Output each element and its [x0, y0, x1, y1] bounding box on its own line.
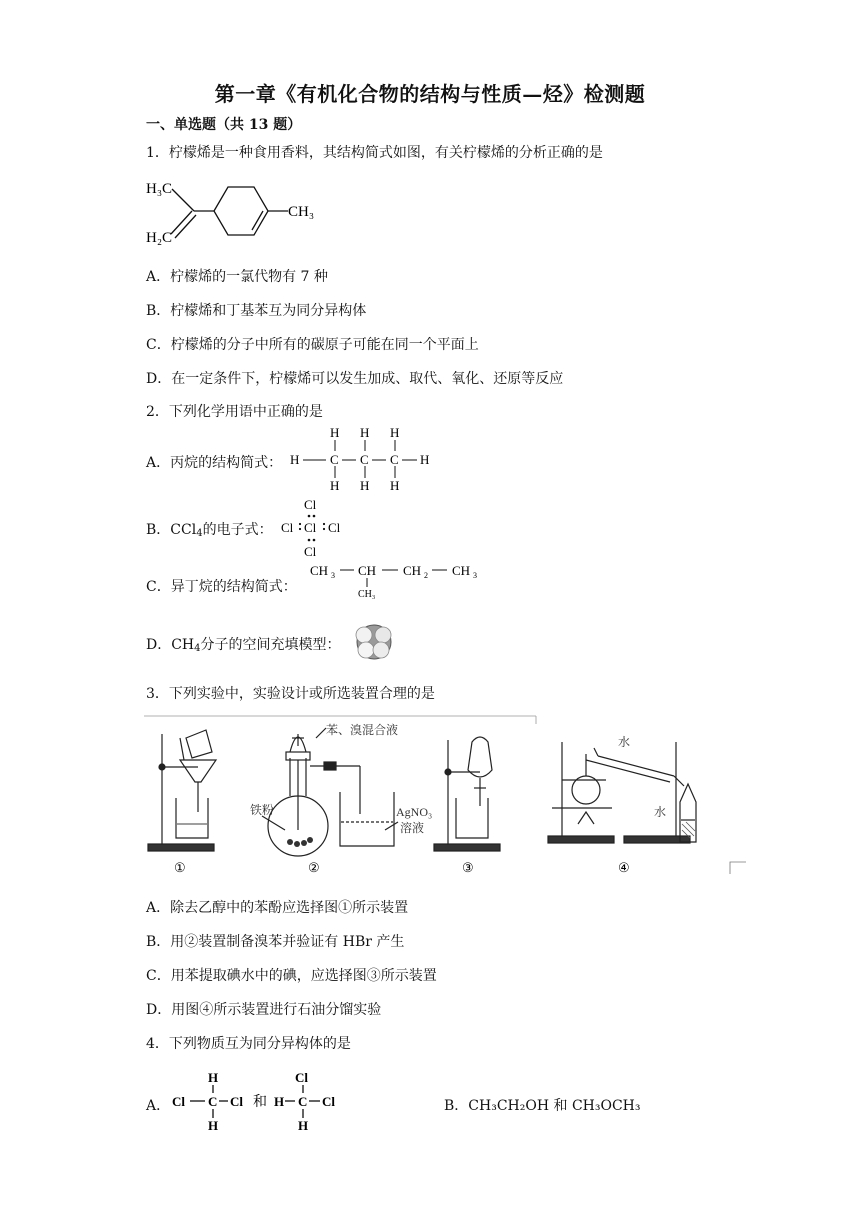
q3-apparatus-figure	[140, 712, 760, 880]
limonene-ch3-label: H₃C	[146, 181, 173, 197]
label-iron-powder: 铁粉	[250, 803, 275, 817]
svg-text:Cl: Cl	[230, 1094, 243, 1109]
propane-h: H	[390, 426, 400, 440]
figure-label-4: ④	[618, 860, 630, 875]
page-title: 第一章《有机化合物的结构与性质—烃》检测题	[214, 82, 646, 106]
svg-text:H: H	[274, 1094, 285, 1109]
svg-text:3: 3	[473, 571, 477, 580]
propane-h: H	[290, 452, 300, 467]
figure-label-2: ②	[308, 860, 320, 875]
limonene-structure	[140, 172, 340, 250]
propane-h: H	[330, 426, 340, 440]
apparatus-4-distillation	[548, 742, 696, 843]
q3-stem: 3．下列实验中，实验设计或所选装置合理的是	[146, 686, 435, 702]
q3-option-b: B．用②装置制备溴苯并验证有 HBr 产生	[146, 934, 405, 950]
svg-text:H: H	[208, 1070, 219, 1085]
svg-text:Cl: Cl	[295, 1070, 308, 1085]
propane-structure	[288, 426, 438, 492]
dichloromethane-structures	[170, 1066, 350, 1138]
q3-option-a: A．除去乙醇中的苯酚应选择图①所示装置	[146, 900, 409, 916]
isobutane-ch: CH	[452, 563, 471, 578]
q1-option-d: D．在一定条件下，柠檬烯可以发生加成、取代、氧化、还原等反应	[146, 371, 564, 387]
isobutane-ch: CH	[403, 563, 422, 578]
q3-option-d: D．用图④所示装置进行石油分馏实验	[146, 1002, 382, 1018]
propane-h: H	[330, 478, 340, 492]
q2-option-b-label: B．CCl$_4$的电子式：	[146, 522, 273, 539]
apparatus-3-separatory-funnel	[434, 737, 500, 851]
svg-text:H: H	[298, 1118, 309, 1133]
figure-label-1: ①	[174, 860, 186, 875]
svg-text:Cl: Cl	[322, 1094, 335, 1109]
apparatus-1-filtration	[148, 730, 216, 851]
label-agno3: AgNO₃	[396, 805, 433, 819]
section-heading: 一、单选题（共 13 题）	[146, 117, 302, 133]
limonene-ch2-label: H₂C	[146, 230, 173, 246]
isobutane-ch: CH	[358, 563, 377, 578]
propane-h: H	[360, 426, 370, 440]
q4-option-a-label: A．	[146, 1098, 171, 1114]
label-solution: 溶液	[400, 821, 425, 835]
propane-h: H	[360, 478, 370, 492]
svg-text:C: C	[298, 1094, 308, 1109]
isobutane-structure	[310, 556, 490, 602]
label-water-out: 水	[654, 805, 667, 819]
q2-option-c-label: C．异丁烷的结构简式：	[146, 579, 297, 595]
svg-text:2: 2	[424, 571, 428, 580]
svg-text:Cl: Cl	[172, 1094, 185, 1109]
q1-stem: 1．柠檬烯是一种食用香料，其结构简式如图，有关柠檬烯的分析正确的是	[146, 145, 603, 161]
ccl4-cl-center: Cl	[304, 520, 317, 535]
ccl4-cl: Cl	[304, 497, 317, 512]
q3-option-c: C．用苯提取碘水中的碘，应选择图③所示装置	[146, 968, 437, 984]
q1-option-c: C．柠檬烯的分子中所有的碳原子可能在同一个平面上	[146, 337, 479, 353]
svg-text:3: 3	[331, 571, 335, 580]
svg-text:H: H	[208, 1118, 219, 1133]
propane-c: C	[360, 452, 369, 467]
q1-option-a: A．柠檬烯的一氯代物有 7 种	[146, 269, 328, 285]
q4-option-b: B．CH₃CH₂OH 和 CH₃OCH₃	[444, 1098, 641, 1114]
ccl4-electron-formula	[278, 496, 352, 560]
propane-h: H	[390, 478, 400, 492]
and-text: 和	[253, 1095, 267, 1110]
q2-stem: 2．下列化学用语中正确的是	[146, 404, 323, 420]
methane-space-filling-model	[352, 622, 396, 662]
propane-h: H	[420, 452, 430, 467]
q2-option-a-label: A．丙烷的结构简式：	[146, 455, 283, 471]
ccl4-cl: Cl	[328, 520, 341, 535]
ccl4-cl: Cl	[281, 520, 294, 535]
limonene-ch3-right: CH₃	[288, 204, 315, 220]
q2-option-d-label: D．$CH_4$分子的空间充填模型：	[146, 637, 341, 654]
propane-c: C	[390, 452, 399, 467]
ccl4-cl: Cl	[304, 544, 317, 559]
q4-stem: 4．下列物质互为同分异构体的是	[146, 1036, 351, 1052]
svg-text:C: C	[208, 1094, 218, 1109]
figure-label-3: ③	[462, 860, 474, 875]
apparatus-2-bromobenzene	[262, 728, 398, 856]
propane-c: C	[330, 452, 339, 467]
label-water-in: 水	[618, 735, 631, 749]
label-benzene-bromine-mix: 苯、溴混合液	[326, 723, 399, 737]
q1-option-b: B．柠檬烯和丁基苯互为同分异构体	[146, 303, 367, 319]
isobutane-ch: CH	[310, 563, 329, 578]
isobutane-ch3-bottom: CH₃	[358, 589, 376, 600]
